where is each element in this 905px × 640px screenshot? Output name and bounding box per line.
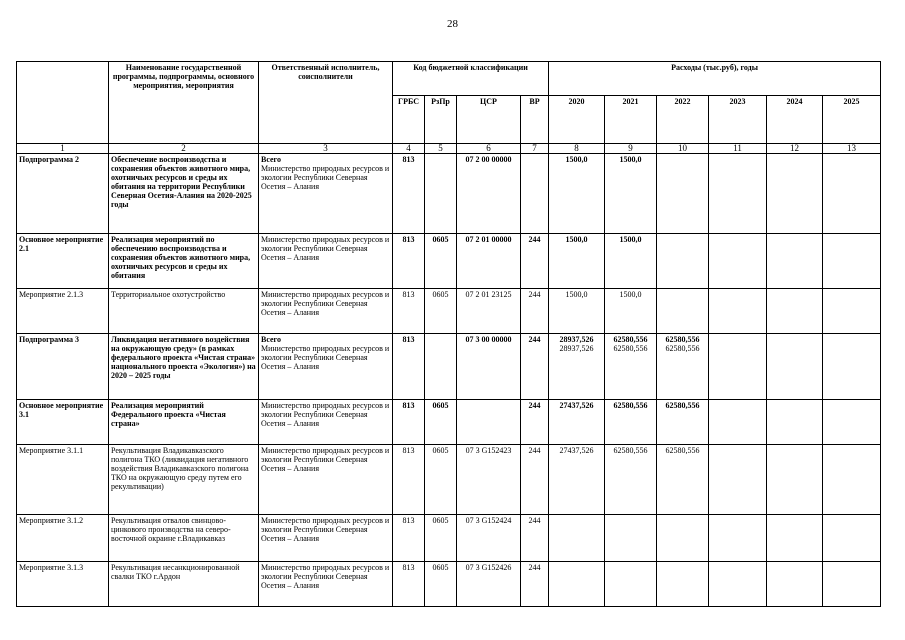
cell-csr: 07 3 G152426	[457, 562, 521, 607]
row-responsible: Министерство природных ресурсов и экологии Республики Северная Осетия – Алания	[259, 289, 393, 334]
row-responsible: Министерство природных ресурсов и экологии Республики Северная Осетия – Алания	[259, 515, 393, 562]
cell-2023	[709, 289, 767, 334]
col-number: 8	[549, 144, 605, 154]
cell-rzpr: 0605	[425, 289, 457, 334]
cell-vr: 244	[521, 334, 549, 400]
col-number: 4	[393, 144, 425, 154]
cell-2025	[823, 400, 881, 445]
value-ministry: 62580,556	[665, 344, 700, 353]
cell-2024	[767, 400, 823, 445]
cell-csr: 07 3 G152424	[457, 515, 521, 562]
cell-vr: 244	[521, 562, 549, 607]
col-number: 12	[767, 144, 823, 154]
cell-2023	[709, 334, 767, 400]
cell-grbs: 813	[393, 154, 425, 234]
cell-rzpr: 0605	[425, 234, 457, 289]
cell-2020	[549, 334, 605, 400]
cell-grbs: 813	[393, 445, 425, 515]
col-number: 13	[823, 144, 881, 154]
cell-2024	[767, 289, 823, 334]
cell-2021: 1500,0	[605, 289, 657, 334]
cell-vr: 244	[521, 400, 549, 445]
cell-vr: 244	[521, 515, 549, 562]
cell-2025	[823, 562, 881, 607]
value-total: 28937,526	[559, 335, 594, 344]
budget-table	[16, 61, 881, 607]
cell-csr: 07 3 00 00000	[457, 334, 521, 400]
header-col1-blank	[17, 62, 109, 144]
row-label: Мероприятие 3.1.1	[17, 445, 109, 515]
header-year-2024: 2024	[767, 96, 823, 144]
cell-rzpr: 0605	[425, 445, 457, 515]
cell-2025	[823, 445, 881, 515]
cell-rzpr: 0605	[425, 562, 457, 607]
col-number: 6	[457, 144, 521, 154]
table-row	[17, 334, 881, 400]
cell-2020: 27437,526	[549, 400, 605, 445]
row-responsible: Министерство природных ресурсов и экологии Республики Северная Осетия – Алания	[259, 234, 393, 289]
table-row	[17, 562, 881, 607]
table-row	[17, 515, 881, 562]
resp-ministry: Министерство природных ресурсов и экологии Республики Северная Осетия – Алания	[261, 164, 390, 191]
header-csr: ЦСР	[457, 96, 521, 144]
table-row	[17, 234, 881, 289]
header-year-2025: 2025	[823, 96, 881, 144]
cell-2023	[709, 562, 767, 607]
row-label: Мероприятие 3.1.3	[17, 562, 109, 607]
header-grbs: ГРБС	[393, 96, 425, 144]
cell-2025	[823, 334, 881, 400]
header-budget-code: Код бюджетной классификации	[393, 62, 549, 96]
header-year-2020: 2020	[549, 96, 605, 144]
cell-csr: 07 2 00 00000	[457, 154, 521, 234]
header-rzpr: РзПр	[425, 96, 457, 144]
cell-2024	[767, 334, 823, 400]
cell-2020	[549, 562, 605, 607]
cell-2023	[709, 400, 767, 445]
row-responsible: Министерство природных ресурсов и экологии Республики Северная Осетия – Алания	[259, 445, 393, 515]
col-number: 1	[17, 144, 109, 154]
header-name: Наименование государственной программы, подпрограммы, основного мероприятия, мероприятия	[109, 62, 259, 144]
cell-2023	[709, 234, 767, 289]
row-label: Основное мероприятие 2.1	[17, 234, 109, 289]
value-ministry: 28937,526	[559, 344, 594, 353]
cell-2021: 1500,0	[605, 154, 657, 234]
header-expenses: Расходы (тыс.руб), годы	[549, 62, 881, 96]
cell-2022	[657, 562, 709, 607]
row-label: Подпрограмма 2	[17, 154, 109, 234]
cell-2021	[605, 562, 657, 607]
row-responsible: Министерство природных ресурсов и экологии Республики Северная Осетия – Алания	[259, 562, 393, 607]
col-number: 3	[259, 144, 393, 154]
cell-2022: 62580,556	[657, 400, 709, 445]
cell-rzpr	[425, 154, 457, 234]
cell-2022	[657, 289, 709, 334]
cell-grbs: 813	[393, 289, 425, 334]
resp-total: Всего	[261, 155, 281, 164]
col-number: 2	[109, 144, 259, 154]
header-year-2022: 2022	[657, 96, 709, 144]
cell-2022	[657, 515, 709, 562]
resp-total: Всего	[261, 335, 281, 344]
row-label: Мероприятие 2.1.3	[17, 289, 109, 334]
cell-2024	[767, 445, 823, 515]
cell-2024	[767, 515, 823, 562]
col-number: 7	[521, 144, 549, 154]
resp-ministry: Министерство природных ресурсов и экологии Республики Северная Осетия – Алания	[261, 344, 390, 371]
header-responsible: Ответственный исполнитель, соисполнители	[259, 62, 393, 144]
cell-2025	[823, 515, 881, 562]
col-number: 10	[657, 144, 709, 154]
cell-2020: 1500,0	[549, 234, 605, 289]
header-year-2023: 2023	[709, 96, 767, 144]
cell-csr: 07 2 01 00000	[457, 234, 521, 289]
row-responsible	[259, 154, 393, 234]
row-name: Рекультивация несанкционированной свалки ТКО г.Ардон	[109, 562, 259, 607]
cell-2020	[549, 515, 605, 562]
table-row	[17, 289, 881, 334]
cell-csr	[457, 400, 521, 445]
cell-csr: 07 2 01 23125	[457, 289, 521, 334]
row-name: Рекультивация Владикавказского полигона ТКО (ликвидация негативного воздействия Владикавказского полигона ТКО на окружающую среду путем его рекультивации)	[109, 445, 259, 515]
cell-vr: 244	[521, 234, 549, 289]
cell-grbs: 813	[393, 334, 425, 400]
cell-2025	[823, 154, 881, 234]
cell-2024	[767, 154, 823, 234]
row-label: Основное мероприятие 3.1	[17, 400, 109, 445]
cell-vr: 244	[521, 289, 549, 334]
cell-2021	[605, 515, 657, 562]
cell-vr: 244	[521, 445, 549, 515]
cell-2021: 62580,556	[605, 400, 657, 445]
cell-2024	[767, 562, 823, 607]
table-row	[17, 154, 881, 234]
cell-rzpr: 0605	[425, 515, 457, 562]
cell-2021: 62580,556	[605, 445, 657, 515]
cell-grbs: 813	[393, 234, 425, 289]
table-row	[17, 400, 881, 445]
cell-2021: 1500,0	[605, 234, 657, 289]
value-total: 62580,556	[665, 335, 700, 344]
cell-2022: 62580,556	[657, 445, 709, 515]
row-name: Реализация мероприятий по обеспечению воспроизводства и сохранения объектов животного мира, охотничьих ресурсов и среды их обитания	[109, 234, 259, 289]
row-label: Мероприятие 3.1.2	[17, 515, 109, 562]
page-number: 28	[447, 18, 458, 30]
cell-rzpr	[425, 334, 457, 400]
row-responsible: Министерство природных ресурсов и экологии Республики Северная Осетия – Алания	[259, 400, 393, 445]
value-total: 62580,556	[613, 335, 648, 344]
col-number: 11	[709, 144, 767, 154]
cell-2023	[709, 515, 767, 562]
cell-grbs: 813	[393, 400, 425, 445]
row-name: Территориальное охотустройство	[109, 289, 259, 334]
cell-2020: 27437,526	[549, 445, 605, 515]
cell-2022	[657, 234, 709, 289]
cell-2025	[823, 234, 881, 289]
header-vr: ВР	[521, 96, 549, 144]
row-label: Подпрограмма 3	[17, 334, 109, 400]
cell-2021	[605, 334, 657, 400]
row-name: Ликвидация негативного воздействия на окружающую среду» (в рамках федерального проекта «Чистая страна» национального проекта «Экология») на 2020 – 2025 годы	[109, 334, 259, 400]
cell-2023	[709, 445, 767, 515]
cell-2022	[657, 154, 709, 234]
cell-2025	[823, 289, 881, 334]
row-responsible	[259, 334, 393, 400]
cell-grbs: 813	[393, 562, 425, 607]
row-name: Обеспечение воспроизводства и сохранения объектов животного мира, охотничьих ресурсов и среды их обитания на территории Республики Северная Осетия-Алания на 2020-2025 годы	[109, 154, 259, 234]
col-number: 5	[425, 144, 457, 154]
cell-2020: 1500,0	[549, 289, 605, 334]
cell-2023	[709, 154, 767, 234]
cell-vr	[521, 154, 549, 234]
row-name: Рекультивация отвалов свинцово-цинкового производства на северо-восточной окраине г.Владикавказ	[109, 515, 259, 562]
cell-grbs: 813	[393, 515, 425, 562]
cell-csr: 07 3 G152423	[457, 445, 521, 515]
cell-rzpr: 0605	[425, 400, 457, 445]
table-row	[17, 445, 881, 515]
value-ministry: 62580,556	[613, 344, 648, 353]
header-year-2021: 2021	[605, 96, 657, 144]
row-name: Реализация мероприятий Федерального проекта «Чистая страна»	[109, 400, 259, 445]
cell-2022	[657, 334, 709, 400]
cell-2020: 1500,0	[549, 154, 605, 234]
cell-2024	[767, 234, 823, 289]
col-number: 9	[605, 144, 657, 154]
